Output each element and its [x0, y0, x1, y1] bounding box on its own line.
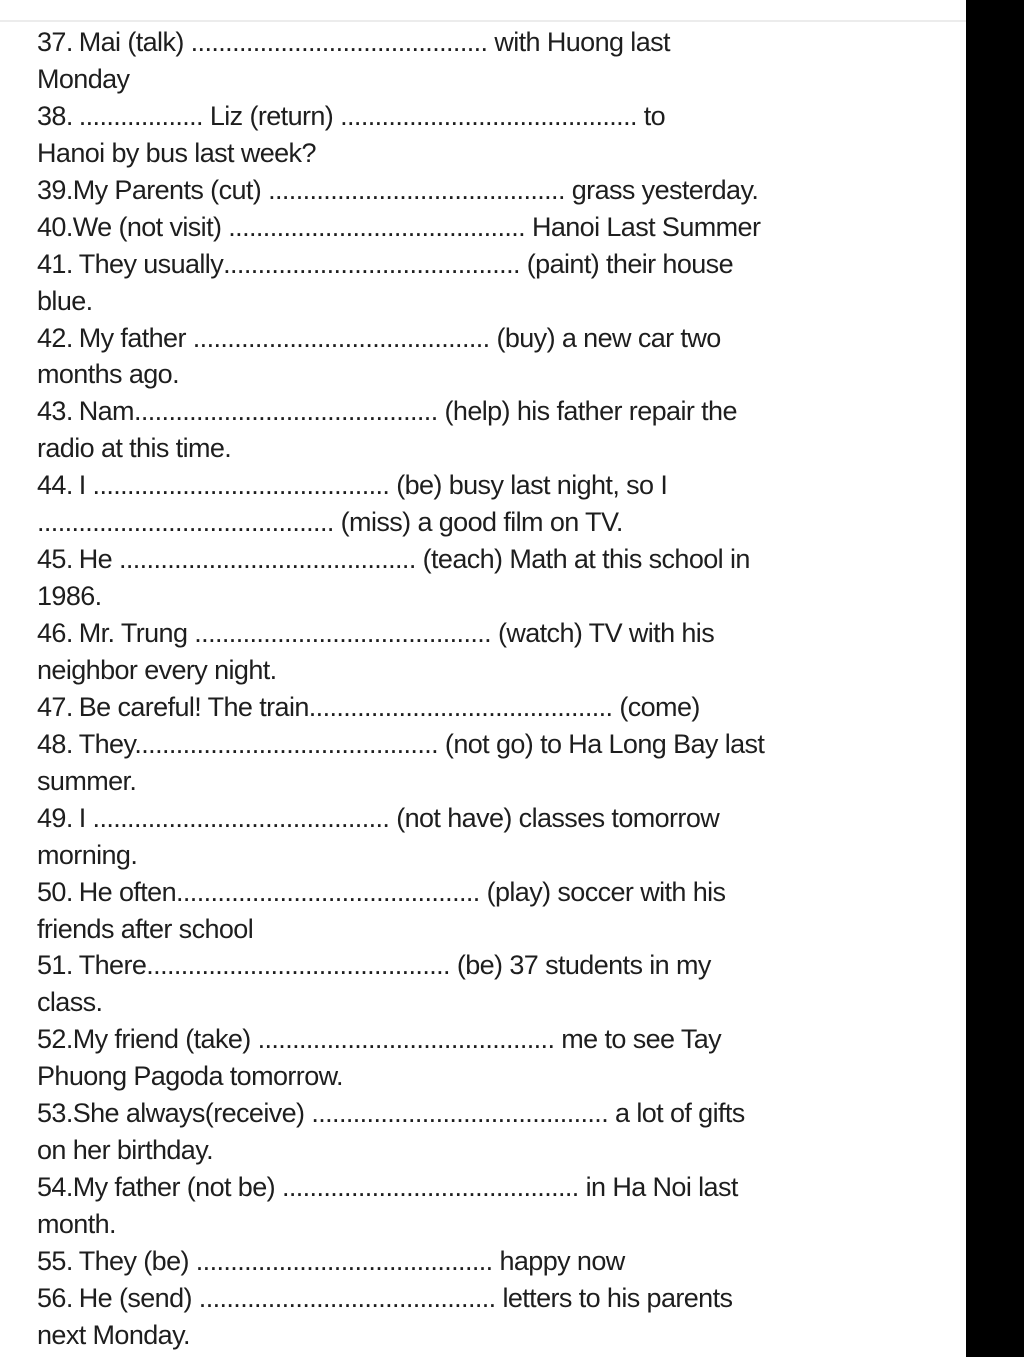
question-number: 37.	[37, 27, 73, 57]
question-text: happy now	[492, 1245, 625, 1276]
answer-blank[interactable]: ...........................................	[315, 691, 613, 722]
question-text: (teach) Math at this school in	[415, 544, 750, 575]
answer-blank[interactable]: ...........................................	[281, 1172, 579, 1203]
answer-blank[interactable]: ...........................................	[223, 248, 520, 279]
question-number: 56.	[37, 1282, 73, 1313]
question-text: Mr. Trung	[78, 618, 195, 648]
question-text: (buy) a new car two	[489, 322, 721, 353]
question-continuation	[37, 578, 942, 615]
question-continuation	[37, 911, 942, 948]
top-divider	[0, 20, 966, 22]
question-text: (not go) to Ha Long Bay last	[438, 728, 765, 759]
question-text: I	[78, 470, 93, 501]
question-text: She always(receive)	[72, 1098, 312, 1129]
question-continuation	[37, 1206, 942, 1243]
question-continuation	[37, 1132, 942, 1169]
question-line	[37, 209, 942, 246]
question-text: next Monday.	[37, 1319, 190, 1350]
question-line	[37, 172, 942, 209]
question-number: 43.	[37, 396, 73, 427]
question-text: in Ha Noi last	[578, 1172, 738, 1203]
question-number: 39.	[37, 174, 73, 205]
question-number: 45.	[37, 544, 73, 575]
answer-blank[interactable]: ...........................................	[268, 174, 565, 205]
question-continuation	[37, 1058, 942, 1095]
question-text: radio at this time.	[37, 433, 232, 464]
question-text: (miss) a good film on TV.	[333, 507, 623, 538]
question-number: 55.	[37, 1245, 73, 1276]
question-text: 1986.	[37, 581, 102, 612]
question-text: Hanoi Last Summer	[525, 211, 761, 242]
question-number: 54.	[37, 1172, 73, 1203]
question-continuation	[37, 984, 942, 1021]
question-line	[37, 246, 942, 283]
question-line	[37, 1280, 942, 1317]
question-number: 53.	[37, 1098, 73, 1129]
question-text: My father	[78, 322, 193, 353]
question-number: 48.	[37, 728, 73, 759]
answer-blank[interactable]: ...........................................	[92, 470, 390, 501]
question-line	[37, 467, 942, 504]
question-line	[37, 1021, 942, 1058]
question-continuation	[37, 1317, 942, 1354]
question-line	[37, 1095, 942, 1132]
answer-blank[interactable]: ...........................................	[153, 950, 450, 981]
answer-blank[interactable]: ...........................................	[198, 1282, 496, 1313]
answer-blank[interactable]: ..................	[78, 100, 203, 131]
question-number: 51.	[37, 950, 73, 981]
question-number: 50.	[37, 876, 73, 907]
question-text: letters to his parents	[495, 1282, 733, 1313]
question-text: He	[78, 544, 119, 575]
answer-blank[interactable]: ...........................................	[190, 27, 488, 57]
question-text: on her birthday.	[37, 1135, 214, 1166]
question-text: a lot of gifts	[608, 1098, 745, 1129]
question-text: (come)	[612, 691, 700, 722]
question-line	[37, 874, 942, 911]
question-number: 44.	[37, 470, 73, 501]
question-text: My father (not be)	[72, 1172, 282, 1203]
question-line	[37, 1169, 942, 1206]
question-text: (watch) TV with his	[491, 618, 715, 648]
question-text: class.	[37, 987, 103, 1018]
question-line	[37, 24, 942, 61]
question-number: 38.	[37, 100, 73, 131]
question-continuation	[37, 283, 942, 320]
question-text: Hanoi by bus last week?	[37, 137, 316, 168]
answer-blank[interactable]: ...........................................	[194, 618, 492, 648]
question-text: (be) 37 students in my	[449, 950, 711, 981]
answer-blank[interactable]: ...........................................	[228, 211, 526, 242]
question-number: 40.	[37, 211, 73, 242]
question-text: blue.	[37, 285, 93, 316]
question-continuation	[37, 763, 942, 800]
question-text: month.	[37, 1209, 116, 1239]
answer-blank[interactable]: ...........................................	[311, 1098, 609, 1129]
question-line	[37, 689, 942, 726]
question-text: Phuong Pagoda tomorrow.	[37, 1061, 343, 1092]
answer-blank[interactable]: ...........................................	[182, 876, 480, 907]
question-continuation	[37, 837, 942, 874]
question-line	[37, 320, 942, 357]
question-text: They usually	[78, 248, 224, 279]
question-number: 46.	[37, 618, 73, 648]
question-continuation	[37, 61, 942, 98]
question-text: He often.	[78, 876, 183, 907]
question-line	[37, 541, 942, 578]
answer-blank[interactable]: ...........................................	[257, 1024, 555, 1055]
question-text: (paint) their house	[519, 248, 733, 279]
question-number: 52.	[37, 1024, 73, 1055]
answer-blank[interactable]: ...........................................	[195, 1245, 493, 1276]
question-line	[37, 726, 942, 763]
question-line	[37, 800, 942, 837]
question-text: with Huong last	[487, 27, 670, 57]
question-continuation	[37, 430, 942, 467]
question-text: Nam.	[78, 396, 141, 427]
question-text: My friend (take)	[72, 1024, 258, 1055]
question-line	[37, 1243, 942, 1280]
question-text: morning.	[37, 839, 138, 870]
question-text: (be) busy last night, so I	[389, 470, 668, 501]
question-continuation	[37, 652, 942, 689]
answer-blank[interactable]: ...........................................	[92, 802, 390, 833]
question-text: summer.	[37, 765, 137, 796]
question-text: We (not visit)	[72, 211, 229, 242]
question-line	[37, 98, 942, 135]
answer-blank[interactable]: ...........................................	[340, 100, 637, 131]
question-text: to	[636, 100, 666, 131]
question-line	[37, 947, 942, 984]
question-text: me to see Tay	[554, 1024, 722, 1055]
question-text: There.	[78, 950, 154, 981]
question-number: 47.	[37, 691, 73, 722]
question-line	[37, 393, 942, 430]
answer-blank[interactable]: ...........................................	[141, 728, 439, 759]
question-text: Be careful! The train.	[78, 691, 316, 722]
question-text: (not have) classes tomorrow	[389, 802, 720, 833]
question-number: 49.	[37, 802, 73, 833]
question-number: 41.	[37, 248, 73, 279]
answer-blank[interactable]: ...........................................	[140, 396, 438, 427]
question-line	[37, 615, 942, 652]
question-text: Monday	[37, 63, 130, 94]
question-text: Liz (return)	[202, 100, 341, 131]
question-text: Mai (talk)	[78, 27, 191, 57]
question-continuation	[37, 504, 942, 541]
question-text: (help) his father repair the	[437, 396, 737, 427]
answer-blank[interactable]: ...........................................	[37, 507, 334, 538]
question-text: friends after school	[37, 913, 254, 944]
question-text: grass yesterday.	[564, 174, 759, 205]
question-text: He (send)	[78, 1282, 199, 1313]
question-number: 42.	[37, 322, 73, 353]
question-text: They.	[78, 728, 142, 759]
answer-blank[interactable]: ...........................................	[118, 544, 416, 575]
question-text: They (be)	[78, 1245, 196, 1276]
question-text: neighbor every night.	[37, 654, 277, 685]
question-continuation	[37, 356, 942, 393]
answer-blank[interactable]: ...........................................	[192, 322, 490, 353]
question-text: months ago.	[37, 359, 179, 390]
question-text: My Parents (cut)	[72, 174, 269, 205]
question-continuation	[37, 135, 942, 172]
exercise-list	[37, 24, 942, 1354]
question-text: (play) soccer with his	[479, 876, 726, 907]
question-text: I	[78, 802, 93, 833]
